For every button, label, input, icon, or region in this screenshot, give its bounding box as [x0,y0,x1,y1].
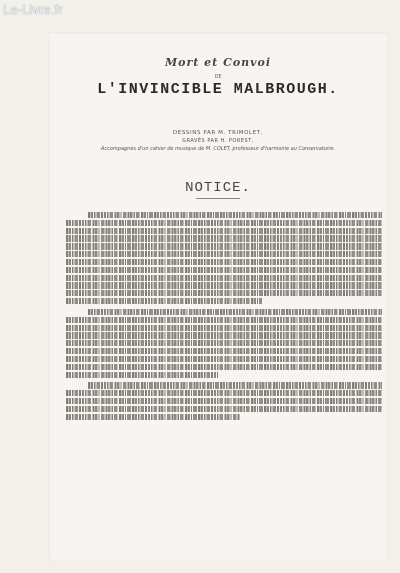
document-sheet [48,32,388,562]
text-line [66,332,382,338]
text-line [66,235,382,241]
text-line [66,267,382,273]
text-line [66,317,382,323]
text-line [66,356,382,362]
text-line [66,243,382,249]
notice-rule [196,198,240,199]
text-line [66,340,382,346]
text-line [66,364,382,370]
text-line [88,212,382,218]
title-line-2: L'INVINCIBLE MALBROUGH. [97,81,339,98]
text-line [66,259,382,265]
credit-drawings: DESSINS PAR M. TRIMOLET, [172,130,264,136]
text-line [66,414,240,420]
title-connector: DE [214,74,222,80]
notice-body [66,212,382,425]
text-line [66,282,382,288]
text-line [66,348,382,354]
credit-music: Accompagnés d'un cahier de musique de M. COLET, professeur d'harmonie au Conservatoire. [100,146,336,152]
text-line [66,228,382,234]
title-line-1: Mort et Convoi [164,56,272,69]
text-line [66,398,382,404]
text-line [66,290,382,296]
notice-heading: NOTICE. [185,180,251,196]
credit-engraving: GRAVÉS PAR H. POREST, [182,138,254,144]
text-line [66,406,382,412]
paragraph-gap [66,422,382,425]
watermark: Le-Livre.fr [3,2,63,17]
text-line [66,298,262,304]
text-line [66,325,382,331]
text-line [66,372,218,378]
text-line [88,309,382,315]
text-line [66,390,382,396]
text-line [66,220,382,226]
text-line [66,275,382,281]
text-line [88,382,382,388]
text-line [66,251,382,257]
